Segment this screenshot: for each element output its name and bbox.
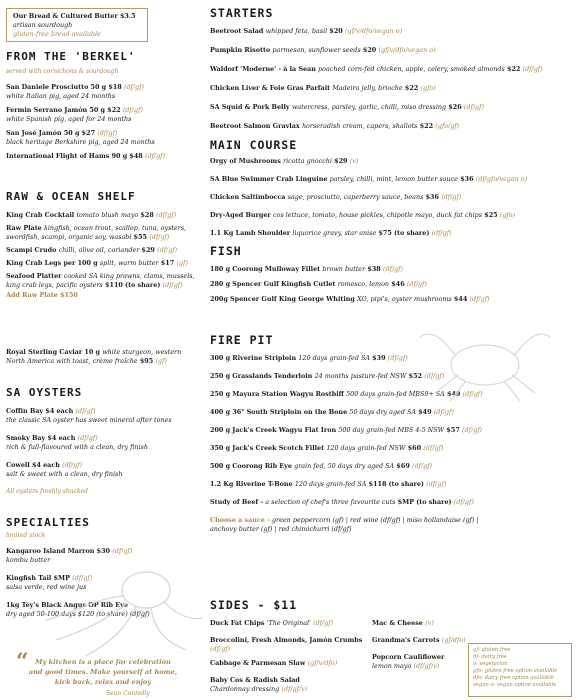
item-price: $69: [396, 462, 410, 470]
list-item: [210, 354, 572, 363]
list-item: [6, 106, 202, 124]
item-name: Scampi Crudo: [6, 246, 57, 254]
item-tags: (df/gf): [122, 106, 143, 114]
item-name: Seafood Platter: [6, 272, 62, 280]
item-tags: (df/gf): [424, 372, 445, 380]
item-tags: (df/gf): [412, 462, 433, 470]
item-desc: cos lettuce, tomato, house pickles, chipotle mayo, duck fat chips: [273, 211, 483, 219]
legend-item: dfo- dairy free option available: [473, 675, 554, 681]
quote-mark-icon: “: [16, 649, 29, 675]
sauce-options-2: anchovy butter (gf) | red chimichurri (df/gf): [210, 525, 352, 533]
sides-right-list: [372, 619, 472, 671]
list-item: [6, 224, 202, 242]
item-tags: (df/gf): [123, 83, 145, 91]
item-tags: (df/gf): [426, 480, 447, 488]
item-name: Beetroot Salmon Gravlax: [210, 122, 300, 130]
item-price: $39: [372, 354, 386, 362]
item-tags: (df/gfo/vegan o): [475, 175, 528, 183]
item-tags: (gfo): [420, 84, 436, 92]
item-tags: (df/gf): [462, 390, 483, 398]
list-item: [210, 175, 572, 184]
item-tags: (gf/dfo): [441, 636, 466, 644]
item-price: $36: [460, 175, 474, 183]
item-price: $17: [160, 259, 175, 267]
item-price: $20: [329, 27, 343, 35]
list-item: [6, 574, 202, 592]
item-price: $52: [408, 372, 422, 380]
item-desc: 500 day grain-fed MBS 4-5 NSW: [338, 426, 445, 434]
legend-item: gfo- gluten free option available: [473, 668, 558, 674]
item-desc: Chardonnay dressing: [210, 685, 280, 693]
item-name: SA Blue Swimmer Crab Linguine: [210, 175, 328, 183]
item-tags: (df/gf): [62, 461, 83, 469]
item-desc: split, warm butter: [99, 259, 159, 267]
item-tags: (df/gf): [313, 619, 334, 627]
item-price: $25: [484, 211, 498, 219]
item-desc: watercress, parsley, garlic, chilli, miso dressing: [291, 103, 447, 111]
chef-quote: My kitchen is a place for celebration and good times. Make yourself at home, kick back, relax and enjoy: [28, 658, 178, 686]
oysters-list: [6, 407, 202, 495]
item-desc: cooked SA king prawns, clams, mussels,: [63, 272, 195, 280]
item-tags: (df/gf): [75, 407, 96, 415]
list-item: [6, 259, 202, 268]
item-price: $49: [447, 390, 461, 398]
berkel-heading: FROM THE 'BERKEL': [6, 50, 136, 63]
list-item: [210, 426, 572, 435]
item-desc: 'The Original': [266, 619, 311, 627]
legend-item: vegan o- vegan option available: [473, 682, 557, 688]
item-name: 300 g Riverine Striploin: [210, 354, 297, 362]
item-name: Chicken Liver & Foie Gras Parfait: [210, 84, 331, 92]
item-desc: poached corn-fed chicken, apple, celery, smoked almonds: [318, 65, 505, 73]
item-name: Grandma's Carrots: [372, 636, 440, 644]
sauce-options-1: green peppercorn (gf) | red wine (df/gf) | miso hollandaise (gf) |: [271, 516, 479, 524]
item-name: Chicken Saltimbocca: [210, 193, 286, 201]
firepit-heading: FIRE PIT: [210, 333, 274, 347]
starters-list: [210, 27, 572, 131]
specialties-sub: limited stock: [6, 532, 46, 539]
sauce-line-2: [210, 525, 572, 534]
item-price: $26: [448, 103, 462, 111]
item-name: International Flight of Hams 90 g $48: [6, 152, 143, 160]
item-desc: liquorice gravy, star anise: [292, 229, 377, 237]
berkel-list: [6, 83, 202, 161]
list-item: [6, 272, 202, 290]
item-desc: 50 days dry aged SA: [349, 408, 416, 416]
item-desc: horseradish cream, capers, shallots: [301, 122, 418, 130]
oysters-heading: SA OYSTERS: [6, 386, 83, 399]
item-price: $110 (to share): [105, 281, 161, 289]
list-item: [210, 480, 572, 489]
item-desc: XO, pipi's, oyster mushrooms: [357, 295, 452, 303]
sauce-label: Choose a sauce -: [210, 516, 270, 524]
item-price: $49: [418, 408, 432, 416]
legend-item: df- dairy free: [473, 654, 508, 660]
item-name: San José Jamón 50 g $27: [6, 129, 96, 137]
item-name: 180 g Coorong Mulloway Fillet: [210, 265, 321, 273]
item-tags: (df/gf): [469, 295, 490, 303]
item-desc: parmesan, sunflower seeds: [272, 46, 361, 54]
list-item: [6, 129, 202, 147]
specialties-list: [6, 547, 202, 619]
item-tags: (df/gf): [522, 65, 543, 73]
list-item: [210, 157, 572, 166]
item-price: $118 (to share): [368, 480, 424, 488]
item-desc: 24 months pasture-fed NSW: [314, 372, 407, 380]
item-desc: 500 days grain-fed MBS9+ SA: [346, 390, 445, 398]
item-desc: 120 days grain-fed SA: [294, 480, 367, 488]
item-name: Orgy of Mushrooms: [210, 157, 281, 165]
main-heading: MAIN COURSE: [210, 138, 298, 152]
item-name: Cabbage & Parmesan Slaw: [210, 659, 306, 667]
fish-heading: FISH: [210, 244, 242, 258]
item-name: Mac & Cheese: [372, 619, 423, 627]
item-price: $22: [507, 65, 521, 73]
item-price: $95: [139, 357, 154, 365]
item-price: $46: [391, 280, 405, 288]
item-name: 1.1 Kg Lamb Shoulder: [210, 229, 291, 237]
item-price: $44: [453, 295, 468, 303]
firepit-list: [210, 354, 572, 534]
item-desc: the classic SA oyster has sweet mineral after tones: [6, 416, 172, 424]
raw-list: [6, 211, 202, 300]
item-tags: (gf): [155, 357, 167, 365]
list-item: [372, 653, 472, 671]
item-name: 250 g Grasslands Tenderloin: [210, 372, 313, 380]
item-name: Beetroot Salad: [210, 27, 264, 35]
item-name: 200g Spencer Gulf King George Whiting: [210, 295, 355, 303]
bread-box: [6, 8, 148, 42]
item-desc: 120 days grain-fed NSW: [326, 444, 406, 452]
item-desc: grain fed, 50 days dry aged SA: [294, 462, 395, 470]
list-item: [210, 84, 572, 93]
item-tags: (df/gf): [431, 229, 452, 237]
item-name: 200 g Jack's Creek Wagyu Flat Iron: [210, 426, 337, 434]
item-desc: white sturgeon, western: [102, 348, 182, 356]
list-item: [6, 461, 202, 479]
item-desc: brown butter: [322, 265, 366, 273]
add-raw-plate: Add Raw Plate $150: [6, 291, 78, 299]
item-desc: black heritage Berkshire pig, aged 24 months: [6, 138, 155, 146]
item-price: $22: [404, 84, 419, 92]
item-desc: kombu butter: [6, 556, 51, 564]
item-tags: (df/gf): [433, 408, 454, 416]
item-desc: chilli, olive oil, coriander: [58, 246, 140, 254]
item-name: Smoky Bay $4 each: [6, 434, 76, 442]
item-tags: (gf): [176, 259, 188, 267]
item-tags: (df/gf): [387, 354, 408, 362]
list-item: [210, 390, 572, 399]
main-list: [210, 157, 572, 238]
list-item: [210, 498, 572, 507]
legend-item: v- vegetarian: [473, 661, 508, 667]
item-tags: (df/gf): [77, 434, 98, 442]
item-tags: (df/gf): [210, 645, 231, 653]
list-item: [372, 636, 472, 645]
item-name: King Crab Legs per 100 g: [6, 259, 98, 267]
item-tags: (df/gf): [441, 193, 462, 201]
item-name: Dry-Aged Burger: [210, 211, 271, 219]
sauce-line: [210, 516, 572, 525]
item-desc: whipped feta, basil: [265, 27, 328, 35]
list-item: [210, 265, 572, 274]
item-name: 250 g Mayura Station Wagyu Rostbiff: [210, 390, 344, 398]
item-tags: (df/gf): [157, 246, 178, 254]
item-name: 500 g Coorong Rib Eye: [210, 462, 292, 470]
item-tags: (df/gf/v): [413, 662, 440, 670]
item-tags: (gfo/gf): [435, 122, 460, 130]
item-price: $28: [140, 211, 154, 219]
item-price: $57: [446, 426, 460, 434]
item-tags: (df/gf): [463, 103, 484, 111]
item-desc: 120 days grain-fed SA: [298, 354, 370, 362]
item-price: $36: [425, 193, 439, 201]
item-desc: rich & full-flavoured with a clean, dry finish: [6, 443, 148, 451]
item-tags: (df/gf): [423, 444, 444, 452]
item-name: King Crab Cocktail: [6, 211, 75, 219]
item-desc: romesco, lemon: [337, 280, 390, 288]
bread-line1: artisan sourdough: [13, 21, 73, 29]
list-item: [210, 408, 572, 417]
berkel-sub: served with cornichons & sourdough: [6, 68, 119, 75]
item-price: $75 (to share): [378, 229, 430, 237]
list-item: [210, 444, 572, 453]
item-desc: white Spanish pig, aged for 24 months: [6, 115, 132, 123]
item-desc: salt & sweet with a clean, dry finish: [6, 470, 123, 478]
list-item: [6, 547, 202, 565]
list-item: [210, 27, 572, 36]
caviar-item: [6, 348, 202, 366]
item-tags: (gfo): [499, 211, 516, 219]
item-desc: lemon mayo: [372, 662, 412, 670]
item-name: SA Squid & Pork Belly: [210, 103, 290, 111]
item-desc: parsley, chilli, mint, lemon butter sauce: [329, 175, 458, 183]
list-item: [210, 295, 572, 304]
sides-heading: SIDES - $11: [210, 598, 298, 612]
item-tags: (v): [349, 157, 359, 165]
item-desc: sage, prosciutto, caperberry sauce, beans: [287, 193, 424, 201]
item-tags: (v): [425, 619, 434, 627]
item-tags: (df/gf): [144, 152, 166, 160]
item-tags: (df/gf): [149, 233, 170, 241]
item-price: $29: [334, 157, 348, 165]
list-item: [210, 211, 572, 220]
quote-author: Sean Connolly: [106, 690, 150, 697]
item-name: Coffin Bay $4 each: [6, 407, 74, 415]
item-name: Kingfish Tail $MP: [6, 574, 70, 582]
item-desc: ricotta gnocchi: [283, 157, 332, 165]
item-desc: tomato blush mayo: [76, 211, 139, 219]
item-price: $38: [367, 265, 381, 273]
list-item: [6, 83, 202, 101]
item-name: Raw Plate: [6, 224, 42, 232]
item-desc: Madeira jelly, brioche: [332, 84, 403, 92]
list-item: [210, 676, 400, 694]
item-tags: (gf/v/dfo/vegan o): [378, 46, 436, 54]
item-price: $60: [407, 444, 422, 452]
item-tags: (df/gf): [156, 211, 177, 219]
item-name: 1kg Tey's Black Angus OP Rib Eye: [6, 601, 128, 609]
list-item: [210, 46, 572, 55]
raw-heading: RAW & OCEAN SHELF: [6, 190, 136, 203]
item-tags: (df/gf): [462, 426, 483, 434]
item-tags: (df/gf): [406, 280, 427, 288]
list-item: [210, 193, 572, 202]
item-name: Study of Beef -: [210, 498, 264, 506]
item-tags: (gf/v/dfo): [307, 659, 338, 667]
item-desc: salsa verde, red wine jus: [6, 583, 87, 591]
item-name: Fermin Serrano Jamón 50 g $22: [6, 106, 121, 114]
item-name: 1.2 Kg Riverine T-Bone: [210, 480, 293, 488]
item-tags: (df/gf): [112, 547, 133, 555]
item-price: $20: [362, 46, 377, 54]
bread-line2: gluten-free bread available: [13, 30, 101, 38]
list-item: [6, 601, 202, 619]
list-item: [6, 246, 202, 255]
item-name: Royal Sterling Caviar 10 g: [6, 348, 100, 356]
list-item: [210, 229, 572, 238]
oysters-note: All oysters freshly shucked: [6, 488, 88, 495]
item-tags: (df/gf): [97, 129, 118, 137]
item-desc-2: king crab legs, pacific oysters: [6, 281, 103, 289]
item-name: Pumpkin Risotto: [210, 46, 271, 54]
item-name: 280 g Spencer Gulf Kingfish Cutlet: [210, 280, 336, 288]
item-name: Duck Fat Chips: [210, 619, 265, 627]
item-desc: a selection of chef's three favourite cuts: [265, 498, 396, 506]
item-price: $22: [419, 122, 434, 130]
item-name: 400 g 36° South Striploin on the Bone: [210, 408, 348, 416]
item-desc-2: North America with toast, crème fraîche: [6, 357, 138, 365]
item-desc: white Italian pig, aged 24 months: [6, 92, 116, 100]
item-name: Cowell $4 each: [6, 461, 60, 469]
list-item: [210, 65, 572, 74]
item-name: Broccolini, Fresh Almonds, Jamón Crumbs: [210, 636, 363, 644]
list-item: [210, 462, 572, 471]
list-item: [210, 280, 572, 289]
bread-title: Our Bread & Cultured Butter $3.5: [13, 12, 136, 20]
list-item: [6, 434, 202, 452]
item-name: Kangaroo Island Marron $30: [6, 547, 110, 555]
item-tags: (df/gf): [453, 498, 474, 506]
legend-item: gf- gluten free: [473, 647, 511, 653]
item-name: San Daniele Prosciutto 50 g $18: [6, 83, 122, 91]
specialties-heading: SPECIALTIES: [6, 516, 90, 529]
item-tags: (df/gf): [72, 574, 93, 582]
item-tags: (gf/v/dfo/vegan o): [344, 27, 403, 35]
dietary-legend: [468, 643, 572, 697]
starters-heading: STARTERS: [210, 6, 274, 20]
list-item: [372, 619, 472, 628]
item-price: $MP (to share): [397, 498, 452, 506]
list-item: [210, 372, 572, 381]
item-name: Popcorn Cauliflower: [372, 653, 445, 661]
list-item: [6, 407, 202, 425]
item-price: $29: [141, 246, 155, 254]
item-name: Waldorf 'Moderne' - à la Sean: [210, 65, 316, 73]
item-desc: dry aged 50-100 days $120 (to share) (df/gf): [6, 610, 150, 618]
item-price: $55: [133, 233, 147, 241]
item-desc-2: swordfish, scampi, organic soy, wasabi: [6, 233, 132, 241]
fish-list: [210, 265, 572, 304]
list-item: [6, 211, 202, 220]
item-name: Baby Cos & Radish Salad: [210, 676, 300, 684]
item-name: 350 g Jack's Creek Scotch Fillet: [210, 444, 325, 452]
list-item: [210, 122, 572, 131]
list-item: [210, 103, 572, 112]
item-desc: kingfish, ocean trout, scallop, tuna, oysters,: [43, 224, 187, 232]
item-tags: (df/gf): [382, 265, 404, 273]
list-item: [6, 152, 202, 161]
item-tags: (df/gf): [162, 281, 183, 289]
item-tags: (df/gf/v): [281, 685, 308, 693]
